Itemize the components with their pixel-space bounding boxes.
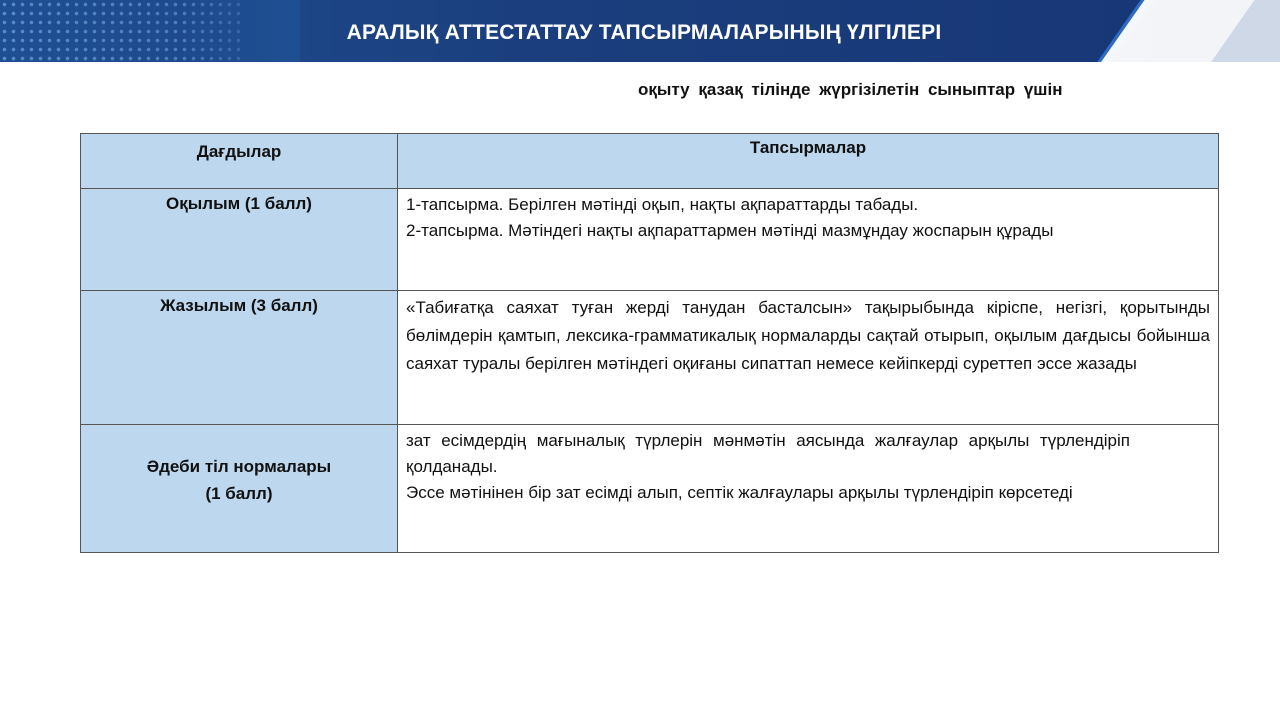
skill-cell (81, 189, 398, 291)
task-text: 2-тапсырма. Мәтіндегі нақты ақпараттармен мәтінді мазмұндау жоспарын құрады (406, 221, 1054, 240)
table-row (81, 425, 1219, 553)
task-cell (398, 425, 1219, 553)
task-cell (398, 189, 1219, 291)
skill-label: Жазылым (3 балл) (160, 296, 318, 315)
skill-label: (1 балл) (205, 484, 273, 503)
task-text: зат есімдердің мағыналық түрлерін мәнмәтін аясында жалғаулар арқылы түрлендіріп қолданады. (406, 431, 1130, 476)
task-text: 1-тапсырма. Берілген мәтінді оқып, нақты ақпараттарды табады. (406, 195, 919, 214)
tasks-table (80, 133, 1219, 553)
task-text: «Табиғатқа саяхат туған жерді танудан басталсын» тақырыбында кіріспе, негізгі, қорытынды бөлімдерін қамтып, лексика-грамматикалық нормаларды сақтай отырып, оқылым дағдысы бойынша саяхат туралы берілген мәтіндегі оқиғаны сипаттап немесе кейіпкерді суреттеп эссе жазады (406, 298, 1210, 373)
skill-cell (81, 425, 398, 553)
header-banner (0, 0, 1280, 62)
subtitle: оқыту қазақ тілінде жүргізілетін сыныптар үшін (638, 80, 1063, 99)
column-header-skills: Дағдылар (81, 134, 398, 189)
skill-cell (81, 291, 398, 425)
table-row (81, 189, 1219, 291)
task-text: Эссе мәтінінен бір зат есімді алып, септік жалғаулары арқылы түрлендіріп көрсетеді (406, 483, 1073, 502)
table-header-row (81, 134, 1219, 189)
page-title: АРАЛЫҚ АТТЕСТАТТАУ ТАПСЫРМАЛАРЫНЫҢ ҮЛГІЛЕРІ (346, 21, 942, 44)
skill-label: Әдеби тіл нормалары (146, 457, 332, 476)
skill-label: Оқылым (1 балл) (166, 194, 312, 213)
table-row (81, 291, 1219, 425)
task-cell (398, 291, 1219, 425)
column-header-tasks: Тапсырмалар (398, 134, 1219, 189)
